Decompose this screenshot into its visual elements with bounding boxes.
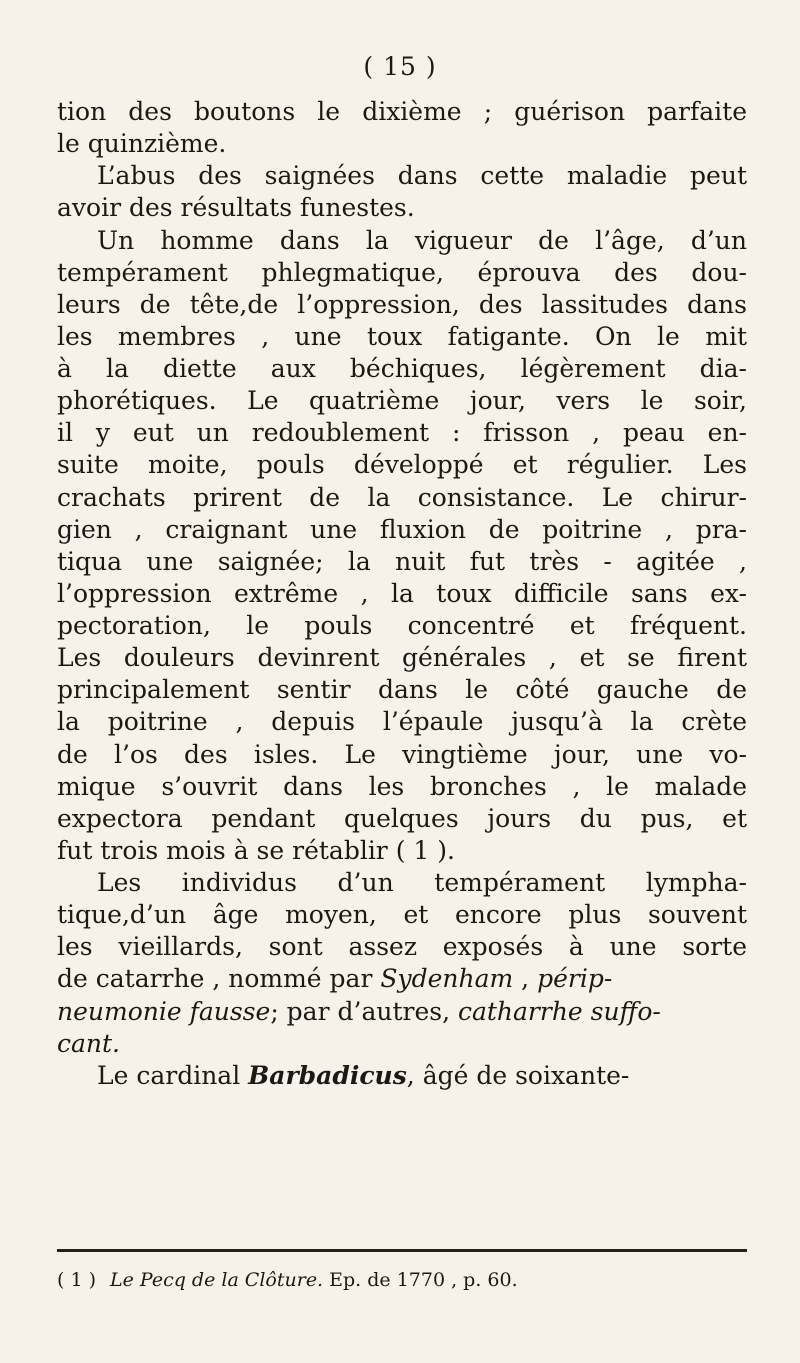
footnote-reference-detail: Ep. de 1770 , p. 60. xyxy=(323,1269,518,1291)
text-line: principalement sentir dans le côté gauche de xyxy=(57,675,747,705)
text-segment: ; par d’autres, xyxy=(270,996,458,1026)
name-barbadicus: Barbadicus xyxy=(248,1060,407,1090)
footnote-marker: ( 1 ) xyxy=(57,1269,96,1291)
text-line: à la diette aux béchiques, légèrement dia- xyxy=(57,354,747,383)
text-line-barbadicus xyxy=(57,1060,747,1092)
text-line: les vieillards, sont assez exposés à une sorte xyxy=(57,932,747,962)
text-line: crachats prirent de la consistance. Le chirur- xyxy=(57,482,747,512)
text-line: phorétiques. Le quatrième jour, vers le soir, xyxy=(57,386,747,416)
text-line: fut trois mois à se rétablir ( 1 ). xyxy=(57,835,455,865)
footnote xyxy=(57,1268,747,1293)
text-line: la poitrine , depuis l’épaule jusqu’à la crète xyxy=(57,707,747,737)
text-line: tion des boutons le dixième ; guérison parfaite xyxy=(57,97,747,126)
text-line: pectoration, le pouls concentré et fréquent. xyxy=(57,611,747,640)
text-line: Les douleurs devinrent générales , et se firent xyxy=(57,643,747,673)
text-line: le quinzième. xyxy=(57,129,227,159)
term-fausse: neumonie fausse xyxy=(57,996,271,1026)
text-line: les membres , une toux fatigante. On le mit xyxy=(57,321,747,351)
term-peripneumonie: périp- xyxy=(537,964,613,994)
footnote-reference-title: Le Pecq de la Clôture. xyxy=(110,1269,324,1291)
term-cant: cant. xyxy=(57,1028,121,1058)
text-line: Les individus d’un tempérament lympha- xyxy=(97,868,747,897)
body-text xyxy=(57,96,747,1092)
text-line-sydenham xyxy=(57,963,747,995)
text-line: expectora pendant quelques jours du pus, et xyxy=(57,803,747,833)
text-segment: Le cardinal xyxy=(97,1060,249,1090)
text-line: L’abus des saignées dans cette maladie peut xyxy=(97,161,747,191)
term-catharrhe: catharrhe suffo- xyxy=(457,996,661,1026)
text-line: suite moite, pouls développé et régulier. Les xyxy=(57,450,747,480)
text-segment: , xyxy=(513,964,538,994)
text-line: tiqua une saignée; la nuit fut très - agitée , xyxy=(57,546,747,576)
text-line: mique s’ouvrit dans les bronches , le malade xyxy=(57,771,747,801)
text-line: avoir des résultats funestes. xyxy=(57,193,415,223)
text-line: Un homme dans la vigueur de l’âge, d’un xyxy=(97,225,747,255)
text-line-cant xyxy=(57,1028,747,1060)
text-line: l’oppression extrême , la toux difficile sans ex- xyxy=(57,578,747,608)
text-line: tique,d’un âge moyen, et encore plus souvent xyxy=(57,900,747,930)
text-line: il y eut un redoublement : frisson , peau en- xyxy=(57,418,747,448)
text-line: leurs de tête,de l’oppression, des lassitudes dans xyxy=(57,289,747,319)
text-line: gien , craignant une fluxion de poitrine , pra- xyxy=(57,514,747,544)
text-segment: , âgé de soixante- xyxy=(406,1060,630,1090)
author-name-sydenham: Sydenham xyxy=(380,964,514,994)
page-number: ( 15 ) xyxy=(363,52,437,81)
text-segment: de catarrhe , nommé par xyxy=(57,964,381,994)
text-line: de l’os des isles. Le vingtième jour, une vo- xyxy=(57,739,747,769)
text-line-terms xyxy=(57,996,747,1028)
footnote-rule xyxy=(57,1249,747,1252)
text-line: tempérament phlegmatique, éprouva des dou- xyxy=(57,257,747,287)
